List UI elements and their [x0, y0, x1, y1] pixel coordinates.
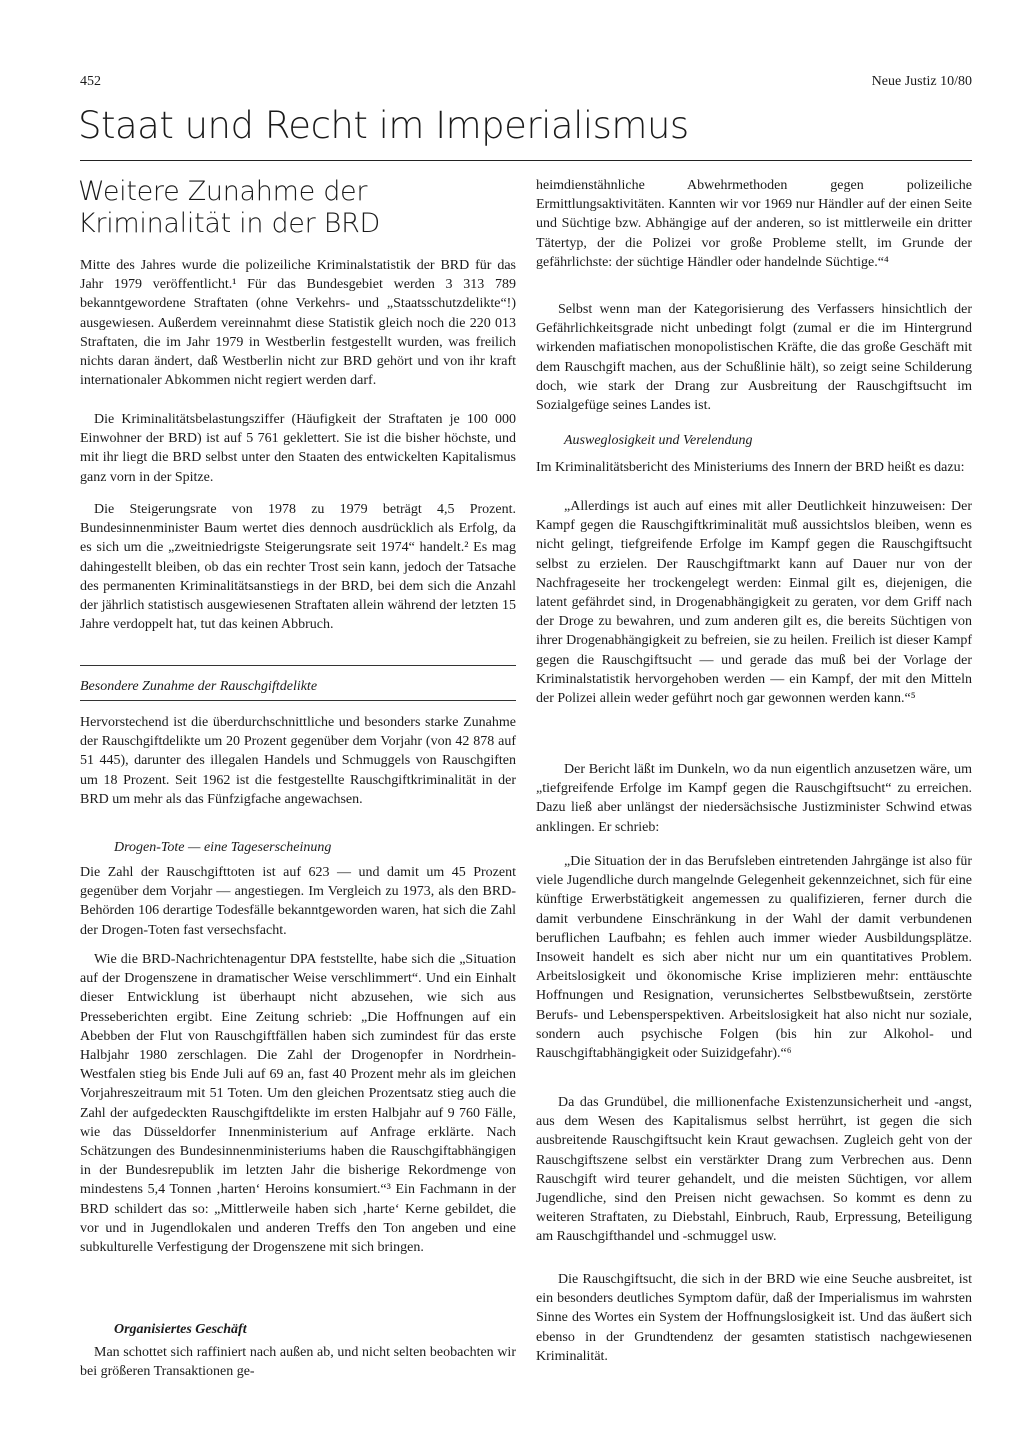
- paragraph: Im Kriminalitätsbericht des Ministeriums des Innern der BRD heißt es dazu:: [536, 460, 965, 475]
- subheading: Organisiertes Geschäft: [114, 1322, 247, 1337]
- section-title: Staat und Recht im Imperialismus: [78, 104, 689, 147]
- paragraph: Die Zahl der Rauschgifttoten ist auf 623 — und damit um 45 Prozent gegenüber dem Vorjahr — angestiegen. Im Vergleich zu 1973, als den BRD-Behörden 106 derartige Todesfälle bekanntgeworden waren, hat sich die Zahl der Drogen-Toten fast versechsfacht.: [80, 865, 516, 938]
- journal-issue: Neue Justiz 10/80: [871, 74, 972, 89]
- paragraph: Der Bericht läßt im Dunkeln, wo da nun eigentlich anzusetzen wäre, um „tiefgreifende Erfolge im Kampf gegen die Rauschgiftsucht“ zu erreichen. Dazu ließ aber unlängst der niedersächsische Justizminister Schwind etwas anklingen. Er schrieb:: [536, 762, 972, 835]
- quote-paragraph: „Die Situation der in das Berufsleben eintretenden Jahrgänge ist also für viele Jugendliche durch mangelnde Gelegenheit gekennzeichnet, sich für eine künftige Erwerbstätigkeit angemessen zu qualifizieren, ferner durch die damit verbundene Einschränkung in der Wahl der damit verbundenen beruflichen Laufbahn; es fehlen auch immer wieder Ausbildungsplätze. Insoweit handelt es sich aber nicht nur um ein quantitatives Problem. Arbeitslosigkeit und ökonomische Krise implizieren mehr: enttäuschte Hoffnungen und Resignation, verunsichertes Selbstbewußtsein, zerstörte Berufs- und Lebensperspektiven. Arbeitslosigkeit hat also nicht nur soziale, sondern auch psychische Folgen (bis hin zur Alkohol- und Rauschgiftabhängigkeit oder Suizidgefahr).“⁶: [536, 854, 972, 1062]
- subheading: Drogen-Tote — eine Tageserscheinung: [114, 840, 332, 855]
- paragraph: Man schottet sich raffiniert nach außen ab, und nicht selten beobachten wir bei größeren Transaktionen ge-: [80, 1345, 516, 1380]
- paragraph: Selbst wenn man der Kategorisierung des Verfassers hinsichtlich der Gefährlichkeitsgrade nicht unbedingt folgt (zumal er die im Hintergrund wirkenden mafiatischen monopolistischen Kräfte, die das große Geschäft mit dem Rauschgift machen, aus der Schußlinie hält), so zeigt seine Schilderung doch, wie stark der Drang zur Ausbreitung der Rauschgiftsucht im Sozialgefüge seines Landes ist.: [536, 302, 972, 414]
- quote-paragraph: „Allerdings ist auch auf eines mit aller Deutlichkeit hinzuweisen: Der Kampf gegen die Rauschgiftkriminalität muß aussichtslos bleiben, wenn es nicht gelingt, tiefgreifende Erfolge im Kampf gegen die Rauschgiftsucht selbst zu erzielen. Der Rauschgiftmarkt kann auf Dauer nur von der Nachfrageseite her trockengelegt werden: Einmal gilt es, diejenigen, die latent gefährdet sind, in Drogenabhängigkeit zu geraten, vor dem Griff nach der Droge zu bewahren, und zum anderen gilt es, die bereits Süchtigen von ihrer Drogenabhängigkeit zu befreien, sie zu heilen. Freilich ist dieser Kampf gegen die Rauschgiftsucht — und gerade das muß bei der Vorlage der Kriminalstatistik hervorgehoben werden — ein Kampf, der mit den Mitteln der Polizei allein weder geführt noch gar gewonnen werden kann.“⁵: [536, 499, 972, 707]
- paragraph: heimdienstähnliche Abwehrmethoden gegen polizeiliche Ermittlungsaktivitäten. Kannten wir vor 1969 nur Händler auf der einen Seite und Süchtige bzw. Abhängige auf der anderen, so ist mittlerweile ein dritter Tätertyp, der die Polizei vor große Probleme stellt, im Grunde der gefährlichste: der süchtige Händler oder handelnde Süchtige.“⁴: [536, 178, 972, 270]
- paragraph: Wie die BRD-Nachrichtenagentur DPA feststellte, habe sich die „Situation auf der Drogenszene in dramatischer Weise verschlimmert“. Und ein Einhalt dieser Entwicklung ist überhaupt nicht abzusehen, wie sich aus Presseberichten ergibt. Eine Zeitung schrieb: „Die Hoffnungen auf ein Abebben der Flut von Rauschgiftfällen haben sich zumindest für das erste Halbjahr 1980 zerschlagen. Die Zahl der Drogenopfer in Nordrhein-Westfalen stieg bis Ende Juli auf 69 an, fast 40 Prozent mehr als im gleichen Vorjahreszeitraum mit 51 Toten. Um den gleichen Prozentsatz stieg auch die Zahl der aufgedeckten Rauschgiftdelikte im ersten Halbjahr auf 9 760 Fälle, wie das Düsseldorfer Innenministerium auf Anfrage erklärte. Nach Schätzungen des Bundesinnenministeriums haben die Rauschgiftabhängigen in der Bundesrepublik im letzten Jahr die bisherige Rekordmenge von mindestens 5,4 Tonnen ‚harten‘ Heroins konsumiert.“³ Ein Fachmann in der BRD schildert das so: „Mittlerweile haben sich ‚harte‘ Kerne gebildet, die vor und in Jugendlokalen und anderen Treffs den Ton angeben und eine subkulturelle Verfestigung der Drogenszene mit sich bringen.: [80, 952, 516, 1256]
- article-title: Weitere Zunahme der Kriminalität in der BRD: [78, 176, 381, 239]
- divider: [80, 700, 516, 701]
- divider: [80, 665, 516, 666]
- paragraph: Hervorstechend ist die überdurchschnittliche und besonders starke Zunahme der Rauschgiftdelikte um 20 Prozent gegenüber dem Vorjahr (von 42 878 auf 51 445), darunter des illegalen Handels und Schmuggels von Rauschgiften um 18 Prozent. Seit 1962 ist die festgestellte Rauschgiftkriminalität in der BRD um mehr als das Fünfzigfache angewachsen.: [80, 715, 516, 807]
- page-number: 452: [80, 74, 101, 89]
- running-header: [80, 74, 972, 96]
- subheading: Besondere Zunahme der Rauschgiftdelikte: [80, 679, 318, 694]
- section-divider: [80, 160, 972, 161]
- paragraph: Da das Grundübel, die millionenfache Existenzunsicherheit und -angst, aus dem Wesen des Kapitalismus selbst herrührt, ist gegen die sich ausbreitende Rauschgiftsucht kein Kraut gewachsen. Zugleich geht von der Rauschgiftszene selbst ein verstärkter Drang zum Verbrechen aus. Denn Rauschgift wird teurer gehandelt, und die meisten Süchtigen, vor allem Jugendliche, sind den Preisen nicht gewachsen. So kommt es denn zu weiteren Straftaten, zu Diebstahl, Einbruch, Raub, Erpressung, Beteiligung am Rauschgifthandel und -schmuggel usw.: [536, 1095, 972, 1245]
- paragraph: Die Rauschgiftsucht, die sich in der BRD wie eine Seuche ausbreitet, ist ein besonders deutliches Symptom dafür, daß der Imperialismus im wahrsten Sinne des Wortes ein System der Hoffnungslosigkeit ist. Und das äußert sich ebenso in der Grundtendenz der gesamten statistisch nachgewiesenen Kriminalität.: [536, 1272, 972, 1364]
- paragraph: Mitte des Jahres wurde die polizeiliche Kriminalstatistik der BRD für das Jahr 1979 veröffentlicht.¹ Für das Bundesgebiet werden 3 313 789 bekanntgewordene Straftaten (ohne Verkehrs- und „Staatsschutzdelikte“!) ausgewiesen. Außerdem vereinnahmt diese Statistik gleich noch die 220 013 Straftaten, die im Jahr 1979 in Westberlin festgestellt wurden, was freilich nichts daran ändert, daß Westberlin nicht zur BRD gehört und von ihr kraft internationaler Abkommen nicht regiert werden darf.: [80, 258, 516, 389]
- paragraph: Die Steigerungsrate von 1978 zu 1979 beträgt 4,5 Prozent. Bundesinnenminister Baum wertet dies dennoch ausdrücklich als Erfolg, da es sich um die „zweitniedrigste Steigerungsrate seit 1974“ handelt.² Es mag dahingestellt bleiben, ob das ein rechter Trost sein kann, jedoch der Tatsache des permanenten Kriminalitätsanstiegs in der BRD, bei dem sich die Anzahl der jährlich statistisch ausgewiesenen Straftaten allein während der letzten 15 Jahre verdoppelt hat, tut das keinen Abbruch.: [80, 502, 516, 633]
- subheading: Ausweglosigkeit und Verelendung: [564, 433, 753, 448]
- paragraph: Die Kriminalitätsbelastungsziffer (Häufigkeit der Straftaten je 100 000 Einwohner der BRD) ist auf 5 761 geklettert. Sie ist die bisher höchste, und mit ihr liegt die BRD selbst unter den Staaten des entwickelten Kapitalismus ganz vorn in der Spitze.: [80, 412, 516, 485]
